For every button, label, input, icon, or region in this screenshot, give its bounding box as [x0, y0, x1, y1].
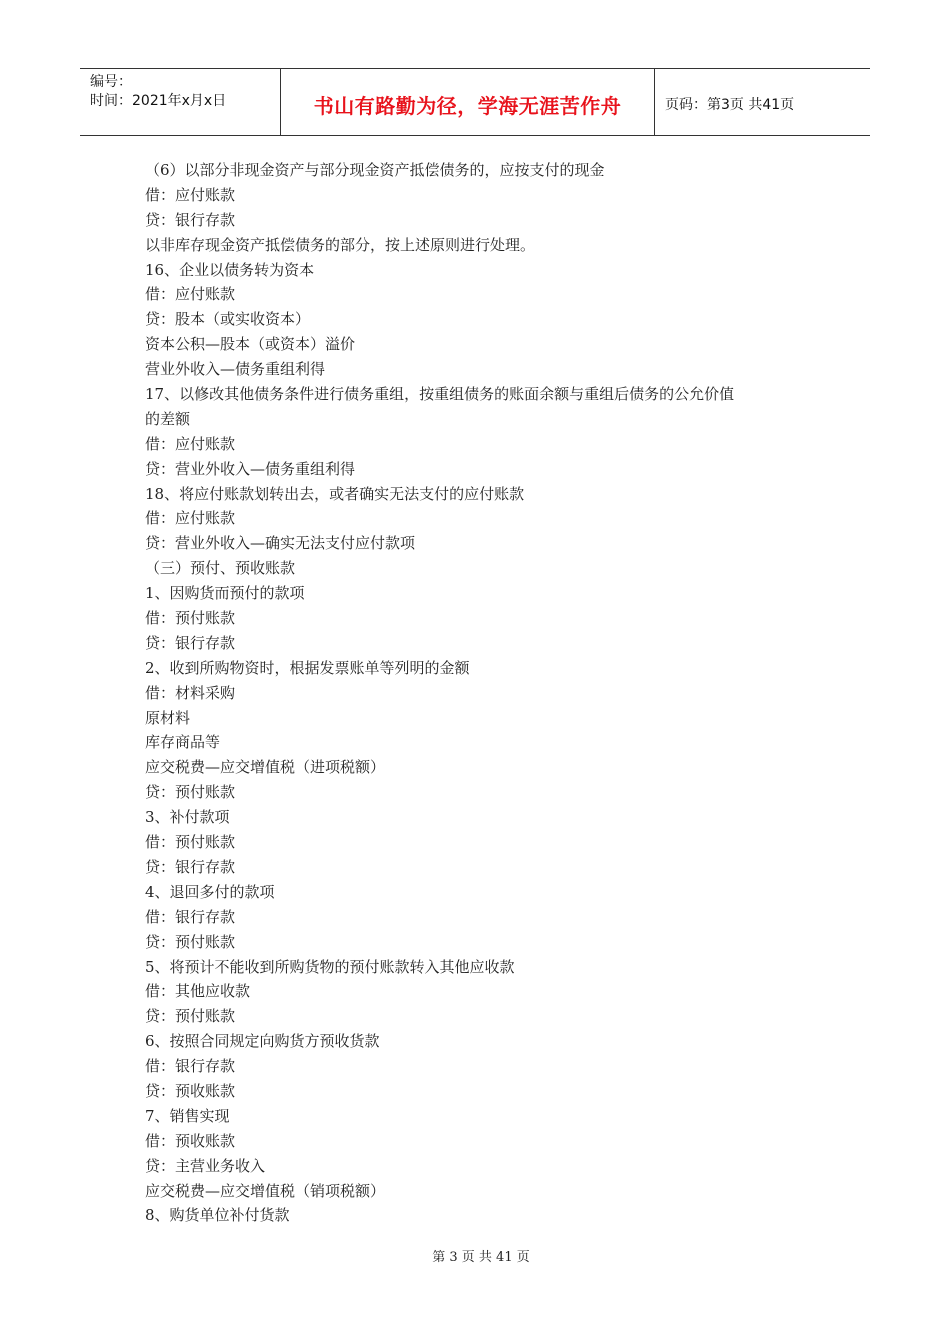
- text-line: 18、将应付账款划转出去，或者确实无法支付的应付账款: [145, 484, 525, 503]
- text-line: 的差额: [145, 409, 191, 428]
- text-line: 原材料: [145, 708, 191, 727]
- serial-number-label: 编号：: [90, 74, 132, 90]
- text-line: 借：预付账款: [145, 833, 236, 852]
- text-line: 借：应付账款: [145, 285, 236, 304]
- text-line: 资本公积—股本（或资本）溢价: [145, 335, 356, 354]
- text-line: 库存商品等: [145, 733, 221, 752]
- text-line: （6）以部分非现金资产与部分现金资产抵偿债务的，应按支付的现金: [145, 161, 605, 179]
- motto-text: 书山有路勤为径，学海无涯苦作舟: [313, 93, 622, 118]
- text-line: 借：预付账款: [145, 609, 236, 628]
- text-line: 6、按照合同规定向购货方预收货款: [145, 1032, 380, 1051]
- text-line: 贷：营业外收入—确实无法支付应付款项: [145, 534, 416, 553]
- text-line: 贷：主营业务收入: [145, 1156, 266, 1175]
- text-line: 5、将预计不能收到所购货物的预付账款转入其他应收款: [145, 957, 515, 976]
- text-line: 贷：银行存款: [145, 857, 236, 876]
- text-line: 应交税费—应交增值税（销项税额）: [145, 1181, 386, 1200]
- text-line: 4、退回多付的款项: [145, 882, 275, 901]
- text-line: 16、企业以债务转为资本: [145, 260, 315, 279]
- text-line: 借：银行存款: [145, 1057, 236, 1076]
- text-line: 2、收到所购物资时，根据发票账单等列明的金额: [145, 658, 470, 677]
- date-label: 时间：2021年x月x日: [90, 93, 227, 109]
- header-motto-cell: [281, 69, 655, 135]
- text-line: 贷：预付账款: [145, 1007, 236, 1026]
- text-line: 借：应付账款: [145, 185, 236, 204]
- text-line: 3、补付款项: [145, 808, 230, 827]
- page-info: 页码：第3页 共41页: [665, 97, 795, 113]
- header-table: [80, 68, 870, 136]
- text-line: 以非库存现金资产抵偿债务的部分，按上述原则进行处理。: [145, 235, 536, 254]
- text-line: 贷：银行存款: [145, 633, 236, 652]
- header-meta-cell: [80, 69, 281, 135]
- text-line: 借：应付账款: [145, 434, 236, 453]
- page-footer: [0, 1246, 950, 1265]
- text-line: 借：其他应收款: [145, 982, 251, 1001]
- text-line: 贷：预付账款: [145, 932, 236, 951]
- header-page-cell: [655, 69, 870, 135]
- text-line: 贷：预收账款: [145, 1081, 236, 1100]
- text-line: 借：材料采购: [145, 683, 236, 702]
- text-line: 贷：预付账款: [145, 783, 236, 802]
- footer-page-number: 第 3 页 共 41 页: [432, 1250, 530, 1265]
- text-line: 8、购货单位补付货款: [145, 1206, 290, 1225]
- text-line: 借：预收账款: [145, 1131, 236, 1150]
- text-line: （三）预付、预收账款: [145, 559, 296, 578]
- text-line: 营业外收入—债务重组利得: [145, 360, 326, 379]
- text-line: 7、销售实现: [145, 1106, 230, 1125]
- text-line: 借：银行存款: [145, 907, 236, 926]
- text-line: 贷：股本（或实收资本）: [145, 310, 311, 329]
- text-line: 1、因购货而预付的款项: [145, 584, 305, 603]
- text-line: 应交税费—应交增值税（进项税额）: [145, 758, 386, 777]
- text-line: 贷：营业外收入—债务重组利得: [145, 459, 356, 478]
- document-body: [145, 158, 815, 1228]
- text-line: 贷：银行存款: [145, 210, 236, 229]
- text-line: 借：应付账款: [145, 509, 236, 528]
- text-line: 17、以修改其他债务条件进行债务重组，按重组债务的账面余额与重组后债务的公允价值: [145, 385, 735, 404]
